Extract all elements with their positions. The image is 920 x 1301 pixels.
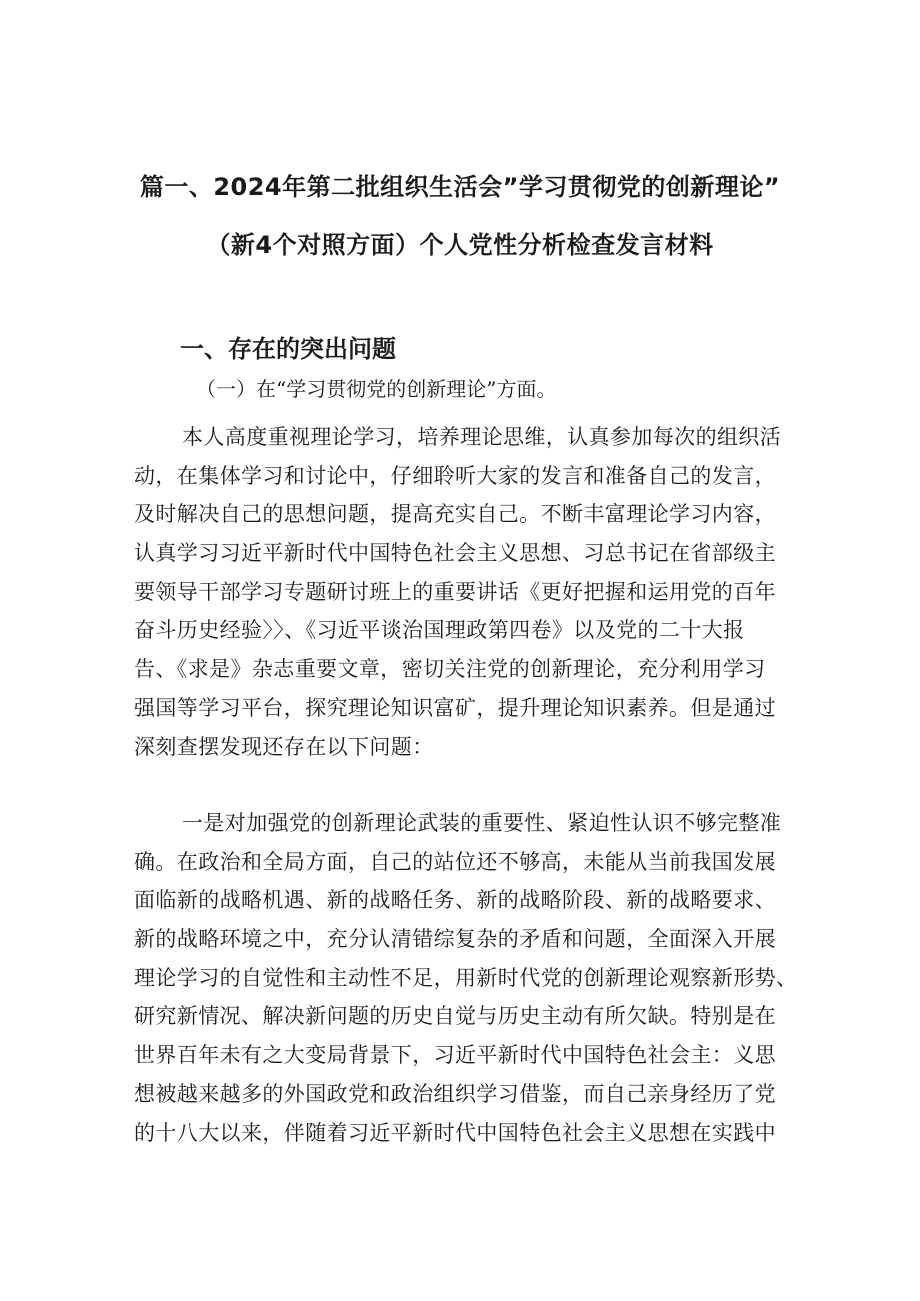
section-heading: 一、存在的突出问题 [180,335,396,363]
document-title-line-2: （新4个对照方面）个人党性分析检查发言材料 [206,231,714,259]
paragraph-2 [134,804,798,1152]
paragraph-line: 理论学习的自觉性和主动性不足，用新时代党的创新理论观察新形势、 [134,965,798,990]
document-title-line-1: 篇一、2024年第二批组织生活会”学习贯彻党的创新理论” [139,173,781,201]
paragraph-line: 强国等学习平台，探究理论知识富矿，提升理论知识素养。但是通过 [134,695,776,720]
paragraph-line: 新的战略环境之中，充分认清错综复杂的矛盾和问题，全面深入开展 [134,927,776,952]
paragraph-1 [134,418,794,766]
paragraph-line: 的十八大以来，伴随着习近平新时代中国特色社会主义思想在实践中 [134,1120,776,1145]
paragraph-line: 一是对加强党的创新理论武装的重要性、紧迫性认识不够完整准 [182,811,782,835]
paragraph-line: 想被越来越多的外国政党和政治组织学习借鉴，而自己亲身经历了党 [134,1081,776,1106]
paragraph-line: 告、《求是》杂志重要文章，密切关注党的创新理论，充分利用学习 [134,657,766,682]
paragraph-line: 研究新情况、解决新问题的历史自觉与历史主动有所欠缺。特别是在 [134,1004,776,1029]
paragraph-line: 面临新的战略机遇、新的战略任务、新的战略阶段、新的战略要求、 [134,888,776,913]
paragraph-line: 确。在政治和全局方面，自己的站位还不够高，未能从当前我国发展 [134,849,776,874]
paragraph-line: 认真学习习近平新时代中国特色社会主义思想、习总书记在省部级主 [134,541,776,566]
paragraph-line: 要领导干部学习专题研讨班上的重要讲话《更好把握和运用党的百年 [134,579,776,604]
paragraph-line: 及时解决自己的思想问题，提高充实自己。不断丰富理论学习内容， [134,502,776,527]
paragraph-line: 深刻查摆发现还存在以下问题： [134,734,434,759]
paragraph-line: 本人高度重视理论学习，培养理论思维，认真参加每次的组织活 [182,425,782,449]
sub-heading: （一）在“学习贯彻党的创新理论”方面。 [196,377,557,401]
paragraph-line: 奋斗历史经验〉〉、《习近平谈治国理政第四卷》以及党的二十大报 [134,618,745,643]
paragraph-line: 世界百年未有之大变局背景下，习近平新时代中国特色社会主：义思 [134,1043,776,1068]
paragraph-line: 动，在集体学习和讨论中，仔细聆听大家的发言和准备自己的发言， [134,463,776,488]
